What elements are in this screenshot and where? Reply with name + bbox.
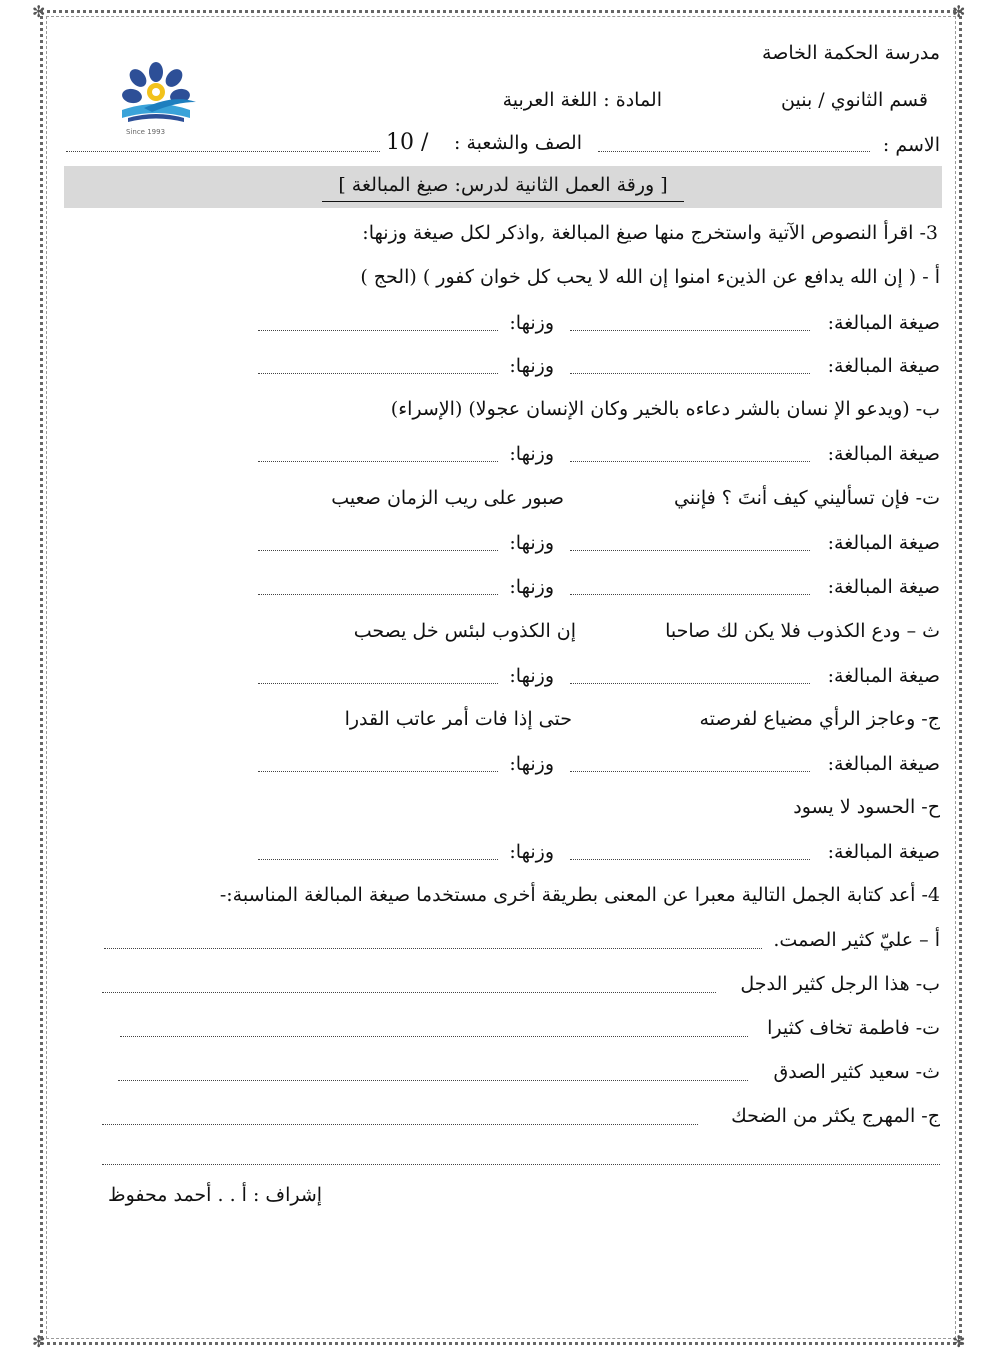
weight-answer-field[interactable] — [258, 461, 498, 462]
form-label: صيغة المبالغة: — [827, 312, 940, 334]
form-answer-field[interactable] — [570, 330, 810, 331]
department: قسم الثانوي / بنين — [781, 89, 928, 111]
form-label: صيغة المبالغة: — [827, 753, 940, 775]
q4-item: ت- فاطمة تخاف كثيرا — [767, 1017, 940, 1039]
flower-book-icon — [104, 58, 208, 138]
weight-label: وزنها: — [509, 753, 554, 775]
weight-label: وزنها: — [509, 443, 554, 465]
title-underline — [322, 201, 684, 202]
extra-answer-line[interactable] — [102, 1164, 940, 1165]
form-answer-field[interactable] — [570, 461, 810, 462]
class-label: الصف والشعبة : — [454, 132, 582, 154]
form-label: صيغة المبالغة: — [827, 841, 940, 863]
school-logo — [104, 58, 208, 138]
weight-answer-field[interactable] — [258, 330, 498, 331]
q3-item-b: ب- (ويدعو الإ نسان بالشر دعاءه بالخير وكان الإنسان عجولا) (الإسراء) — [390, 398, 940, 420]
form-label: صيغة المبالغة: — [827, 665, 940, 687]
weight-answer-field[interactable] — [258, 373, 498, 374]
form-answer-field[interactable] — [570, 683, 810, 684]
q4-answer-field[interactable] — [120, 1036, 748, 1037]
corner-ornament-icon: ✻ — [952, 1332, 966, 1351]
form-answer-field[interactable] — [570, 771, 810, 772]
weight-label: وزنها: — [509, 576, 554, 598]
q3-prompt: 3- اقرأ النصوص الآتية واستخرج منها صيغ المبالغة ,واذكر لكل صيغة وزنها: — [362, 222, 938, 244]
weight-answer-field[interactable] — [258, 859, 498, 860]
q3-item-th-second: إن الكذوب لبئس خل يصحب — [353, 620, 576, 642]
q3-item-h: ح- الحسود لا يسود — [793, 796, 940, 818]
q3-item-t-second: صبور على ريب الزمان صعيب — [331, 487, 564, 509]
q4-item: ب- هذا الرجل كثير الدجل — [740, 973, 940, 995]
form-label: صيغة المبالغة: — [827, 576, 940, 598]
q4-answer-field[interactable] — [118, 1080, 748, 1081]
q4-prompt: 4- أعد كتابة الجمل التالية معبرا عن المعنى بطريقة أخرى مستخدما صيغة المبالغة المناسبة:- — [219, 884, 940, 906]
weight-label: وزنها: — [509, 532, 554, 554]
weight-label: وزنها: — [509, 841, 554, 863]
form-answer-field[interactable] — [570, 550, 810, 551]
q4-answer-field[interactable] — [102, 1124, 698, 1125]
weight-answer-field[interactable] — [258, 550, 498, 551]
logo-caption: Since 1993 — [126, 128, 166, 136]
form-label: صيغة المبالغة: — [827, 443, 940, 465]
q4-item: أ – عليّ كثير الصمت. — [773, 929, 940, 951]
form-answer-field[interactable] — [570, 859, 810, 860]
name-field[interactable] — [598, 151, 870, 152]
q3-item-a: أ - ( إن الله يدافع عن الذينء امنوا إن الله لا يحب كل خوان كفور ) (الحج ) — [360, 266, 940, 288]
q3-item-j-second: حتى إذا فات أمر عاتب القدرا — [344, 708, 572, 730]
q3-item-th-first: ث – ودع الكذوب فلا يكن لك صاحبا — [665, 620, 940, 642]
form-label: صيغة المبالغة: — [827, 355, 940, 377]
q4-answer-field[interactable] — [104, 948, 762, 949]
q3-item-j-first: ج- وعاجز الرأي مضياع لفرصته — [699, 708, 940, 730]
weight-label: وزنها: — [509, 355, 554, 377]
weight-label: وزنها: — [509, 665, 554, 687]
form-answer-field[interactable] — [570, 373, 810, 374]
weight-answer-field[interactable] — [258, 683, 498, 684]
q3-item-t-first: ت- فإن تسأليني كيف أنتَ ؟ فإنني — [674, 487, 940, 509]
name-label: الاسم : — [882, 134, 940, 156]
weight-answer-field[interactable] — [258, 771, 498, 772]
weight-answer-field[interactable] — [258, 594, 498, 595]
school-name: مدرسة الحكمة الخاصة — [762, 42, 940, 64]
page-border-inner — [46, 16, 956, 1339]
corner-ornament-icon: ✻ — [32, 2, 46, 21]
corner-ornament-icon: ✻ — [952, 2, 966, 21]
class-field[interactable] — [66, 151, 380, 152]
score: 10 / — [386, 130, 429, 155]
supervisor: إشراف : أ . . أحمد محفوظ — [108, 1184, 323, 1206]
q4-answer-field[interactable] — [102, 992, 716, 993]
corner-ornament-icon: ✻ — [32, 1332, 46, 1351]
form-label: صيغة المبالغة: — [827, 532, 940, 554]
subject: المادة : اللغة العربية — [502, 89, 662, 111]
weight-label: وزنها: — [509, 312, 554, 334]
form-answer-field[interactable] — [570, 594, 810, 595]
q4-item: ج- المهرج يكثر من الضحك — [731, 1105, 940, 1127]
q4-item: ث- سعيد كثير الصدق — [773, 1061, 940, 1083]
worksheet-title: [ ورقة العمل الثانية لدرس: صيغ المبالغة ] — [338, 174, 668, 196]
